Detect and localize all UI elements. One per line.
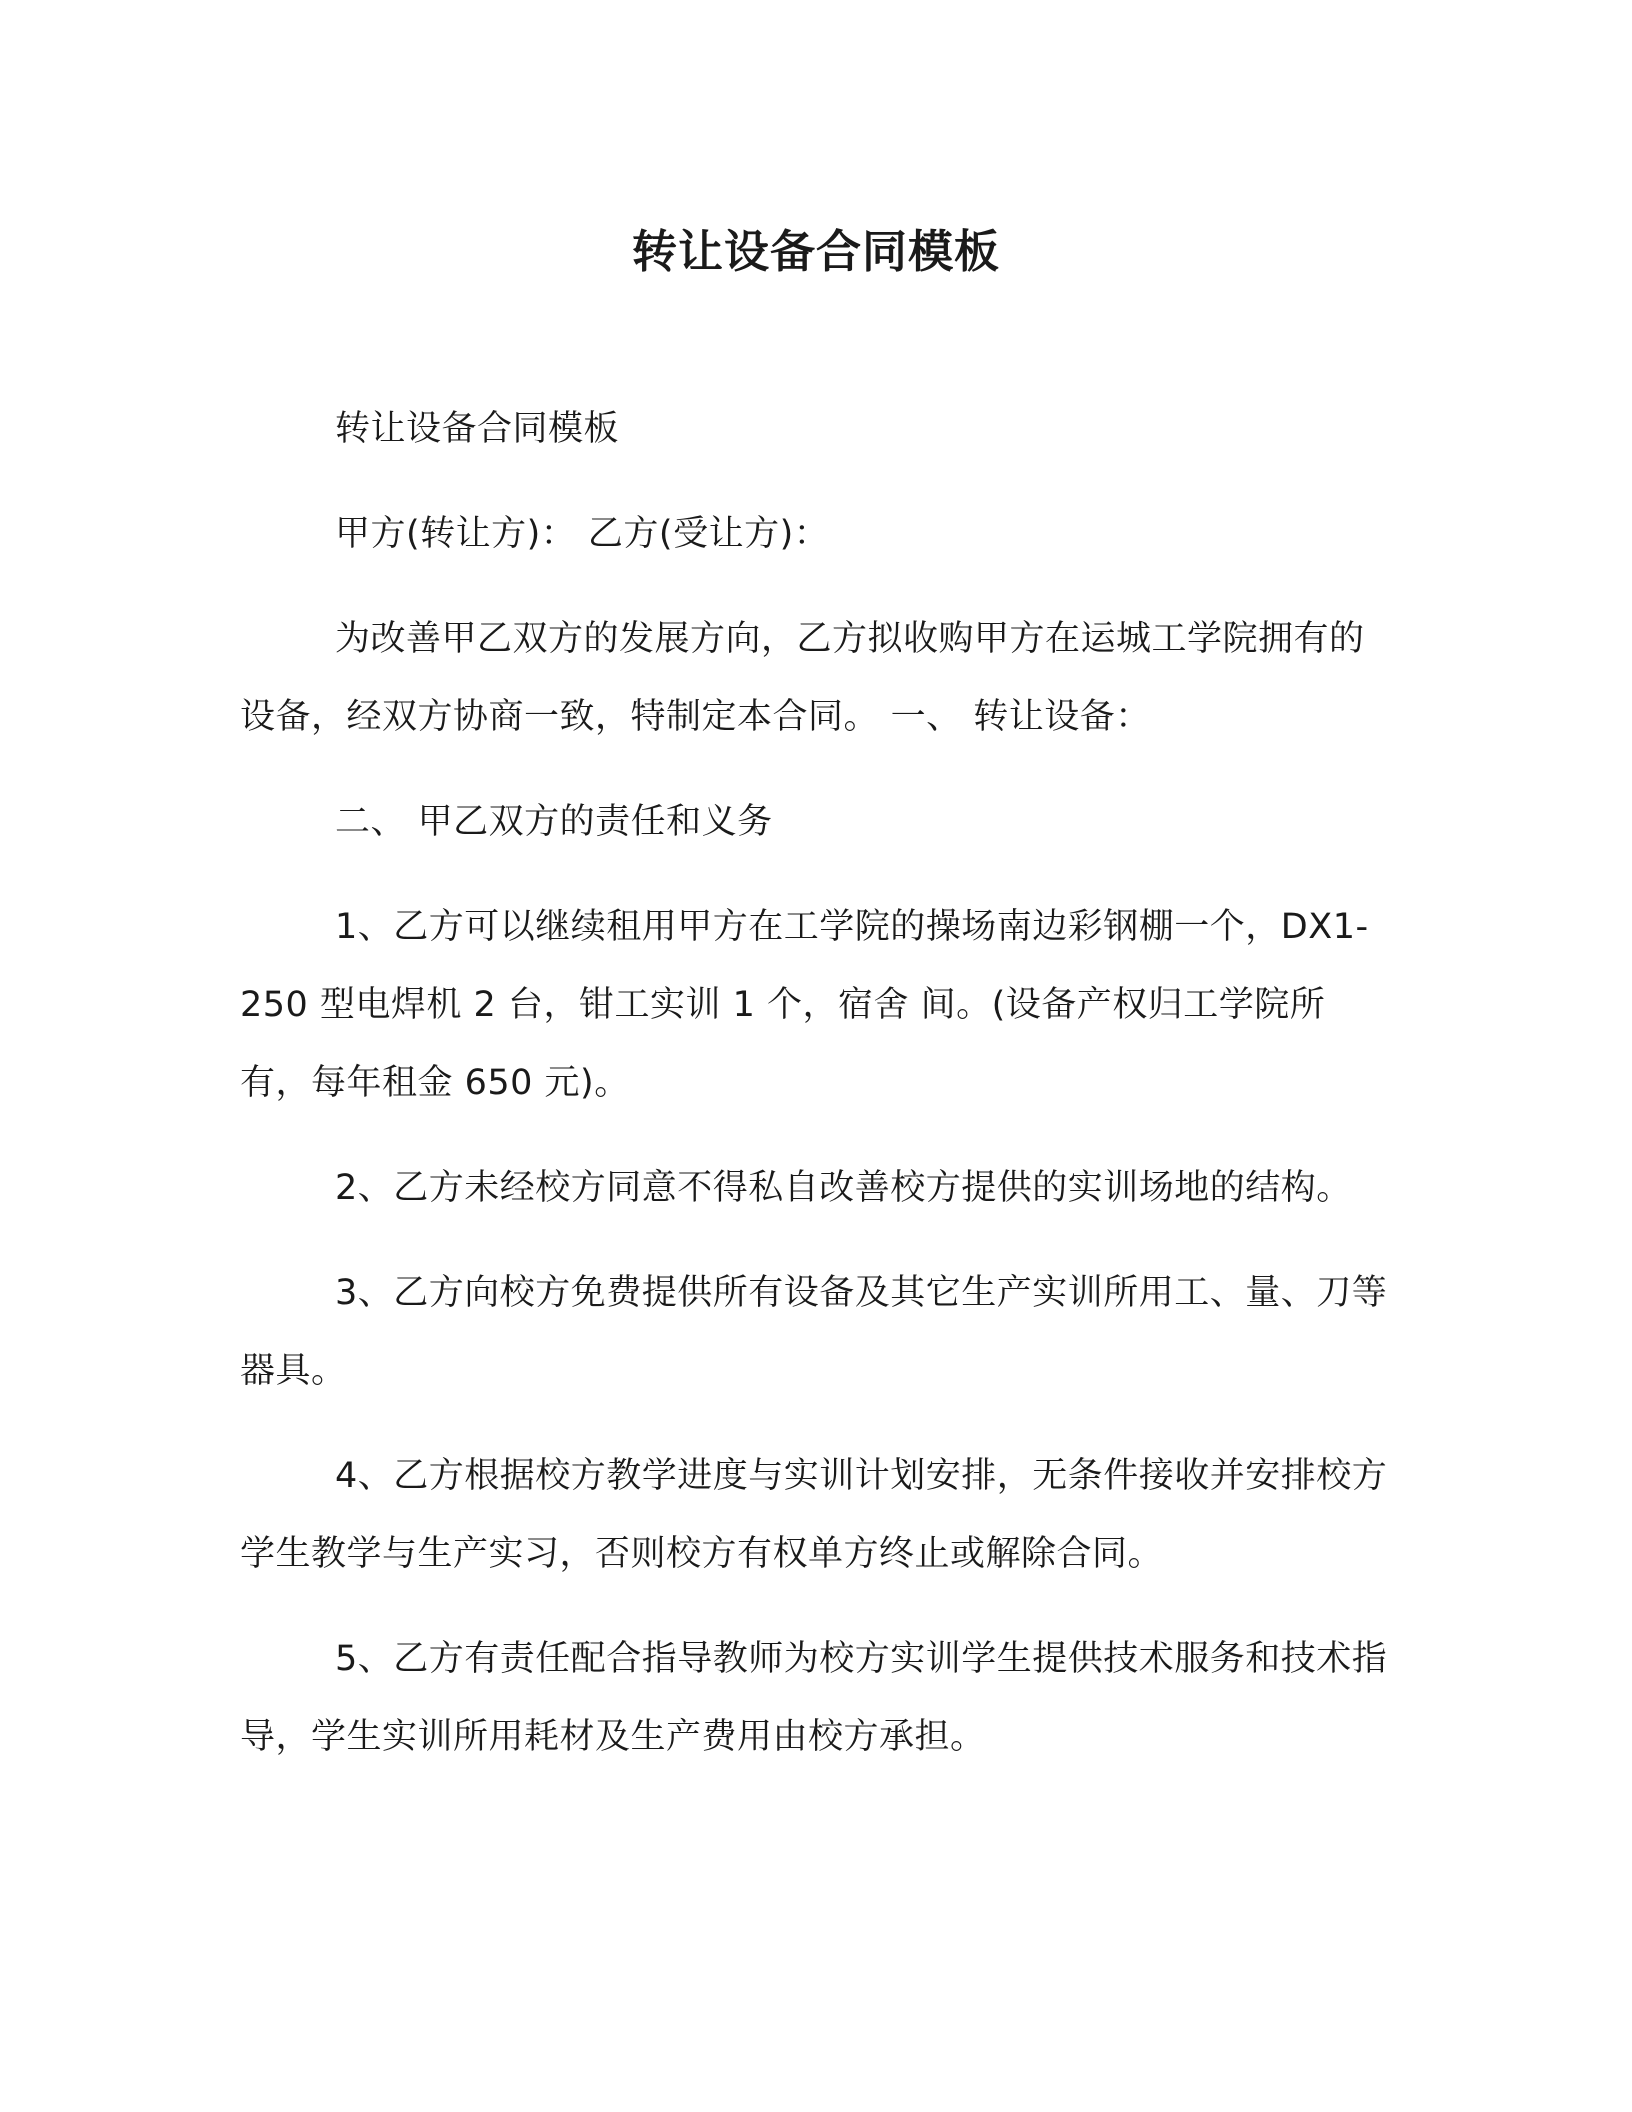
paragraph-parties: 甲方(转让方)： 乙方(受让方)： (335, 514, 830, 554)
document-title: 转让设备合同模板 (631, 225, 1000, 278)
paragraph-clause-2: 2、乙方未经校方同意不得私自改善校方提供的实训场地的结构。 (335, 1168, 1352, 1208)
paragraph-clause-1: 1、乙方可以继续租用甲方在工学院的操场南边彩钢棚一个，DX1-250 型电焊机 2 台，钳工实训 1 个，宿舍 间。(设备产权归工学院所有，每年租金 650 元)。 (240, 907, 1369, 1103)
paragraph-subtitle: 转让设备合同模板 (335, 409, 620, 449)
paragraph-clause-4: 4、乙方根据校方教学进度与实训计划安排，无条件接收并安排校方学生教学与生产实习，否则校方有权单方终止或解除合同。 (240, 1456, 1388, 1574)
paragraph-clause-3: 3、乙方向校方免费提供所有设备及其它生产实训所用工、量、刀等器具。 (240, 1273, 1388, 1391)
paragraph-section-two-heading: 二、 甲乙双方的责任和义务 (335, 802, 773, 842)
paragraph-clause-5: 5、乙方有责任配合指导教师为校方实训学生提供技术服务和技术指导，学生实训所用耗材及生产费用由校方承担。 (240, 1639, 1388, 1757)
paragraph-preamble: 为改善甲乙双方的发展方向，乙方拟收购甲方在运城工学院拥有的设备，经双方协商一致，特制定本合同。 一、 转让设备： (240, 619, 1365, 737)
document-body (240, 390, 1388, 1803)
